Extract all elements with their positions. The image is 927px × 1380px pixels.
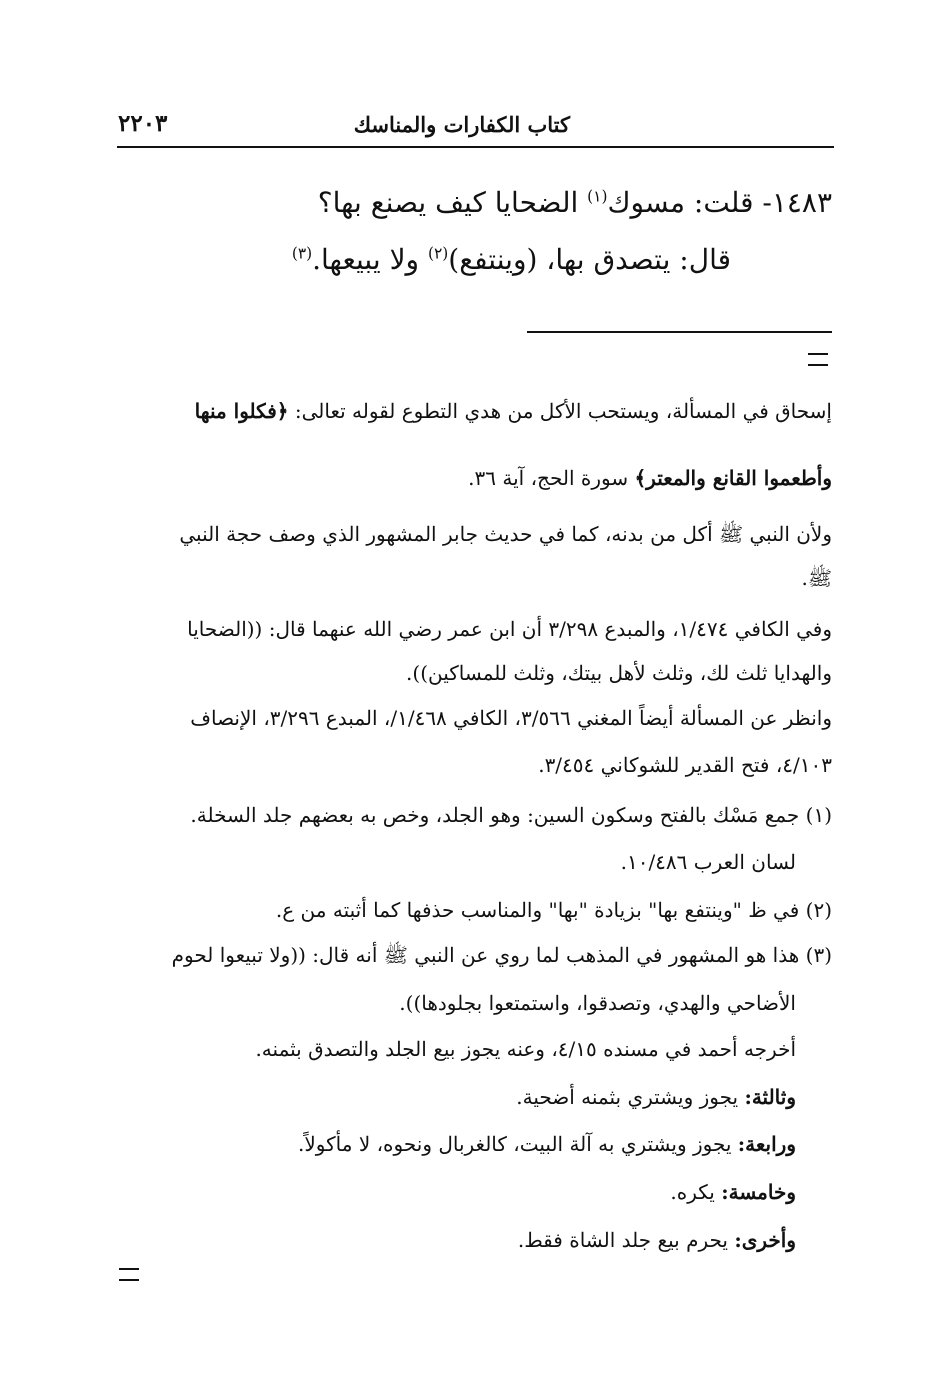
opinion-text: يجوز ويشتري به آلة البيت، كالغربال ونحوه، لا مأكولاً. bbox=[298, 1132, 738, 1156]
opinion-text: يحرم بيع جلد الشاة فقط. bbox=[517, 1228, 735, 1252]
continued-note-line bbox=[468, 466, 832, 490]
quran-verse: وأطعموا القانع والمعتر﴾ bbox=[634, 466, 832, 490]
opinion-other bbox=[518, 1228, 796, 1252]
note-text: إسحاق في المسألة، ويستحب الأكل من هدي التطوع لقوله تعالى: bbox=[288, 399, 832, 423]
opinion-third bbox=[516, 1085, 796, 1109]
continuation-mark-top bbox=[808, 353, 828, 366]
opinion-label: وأخرى: bbox=[734, 1228, 796, 1252]
header-rule bbox=[117, 146, 834, 148]
opinion-fourth bbox=[298, 1132, 796, 1156]
page-header-title: كتاب الكفارات والمناسك bbox=[353, 112, 570, 137]
answer-text: قال: يتصدق بها، (وينتفع) bbox=[448, 243, 731, 276]
footnote-ref-3: (٣) bbox=[291, 244, 313, 263]
footnote-2: (٢) في ظ "وينتفع بها" بزيادة "بها" والمناسب حذفها كما أثبته من ع. bbox=[275, 898, 832, 922]
footnote-separator bbox=[527, 331, 832, 333]
opinion-label: وثالثة: bbox=[744, 1085, 796, 1109]
continued-note-line: وانظر عن المسألة أيضاً المغني ٣/٥٦٦، الكافي ١/٤٦٨/، المبدع ٣/٢٩٦، الإنصاف bbox=[190, 706, 832, 730]
footnote-1-source: لسان العرب ١٠/٤٨٦. bbox=[620, 850, 796, 874]
footnote-3-line-3: أخرجه أحمد في مسنده ٤/١٥، وعنه يجوز بيع الجلد والتصدق بثمنه. bbox=[255, 1037, 796, 1061]
footnote-3-line-2: الأضاحي والهدي، وتصدقوا، واستمتعوا بجلودها)). bbox=[399, 991, 796, 1015]
opinion-label: وخامسة: bbox=[721, 1180, 796, 1204]
footnote-3: (٣) هذا هو المشهور في المذهب لما روي عن النبي ﷺ أنه قال: ((ولا تبيعوا لحوم bbox=[171, 943, 832, 967]
continued-note-line: ٤/١٠٣، فتح القدير للشوكاني ٣/٤٥٤. bbox=[538, 753, 832, 777]
quran-verse: ﴿فكلوا منها bbox=[194, 399, 289, 423]
page-number: ٢٢٠٣ bbox=[118, 110, 168, 137]
answer-text-rest: ولا يبيعها. bbox=[312, 243, 428, 276]
continued-note-line: ولأن النبي ﷺ أكل من بدنه، كما في حديث جابر المشهور الذي وصف حجة النبي bbox=[179, 522, 832, 546]
opinion-label: ورابعة: bbox=[737, 1132, 796, 1156]
footnote-ref-1: (١) bbox=[587, 187, 608, 206]
question-text: ١٤٨٣- قلت: مسوك bbox=[607, 186, 832, 219]
opinion-text: يجوز ويشتري بثمنه أضحية. bbox=[516, 1085, 745, 1109]
question-line-1 bbox=[318, 186, 832, 219]
continued-note-line bbox=[195, 399, 832, 423]
continued-note-line: ﷺ. bbox=[801, 566, 832, 590]
footnote-1: (١) جمع مَسْك بالفتح وسكون السين: وهو الجلد، وخص به بعضهم جلد السخلة. bbox=[190, 803, 832, 827]
continued-note-line: وفي الكافي ١/٤٧٤، والمبدع ٣/٢٩٨ أن ابن عمر رضي الله عنهما قال: ((الضحايا bbox=[187, 617, 832, 641]
continued-note-line: والهدايا ثلث لك، وثلث لأهل بيتك، وثلث للمساكين)). bbox=[406, 661, 832, 685]
continuation-mark-bottom bbox=[119, 1268, 139, 1281]
note-text: سورة الحج، آية ٣٦. bbox=[468, 466, 635, 490]
question-text-rest: الضحايا كيف يصنع بها؟ bbox=[317, 186, 588, 219]
answer-line bbox=[292, 243, 731, 276]
footnote-ref-2: (٢) bbox=[427, 244, 449, 263]
opinion-fifth bbox=[670, 1180, 796, 1204]
opinion-text: يكره. bbox=[670, 1180, 722, 1204]
